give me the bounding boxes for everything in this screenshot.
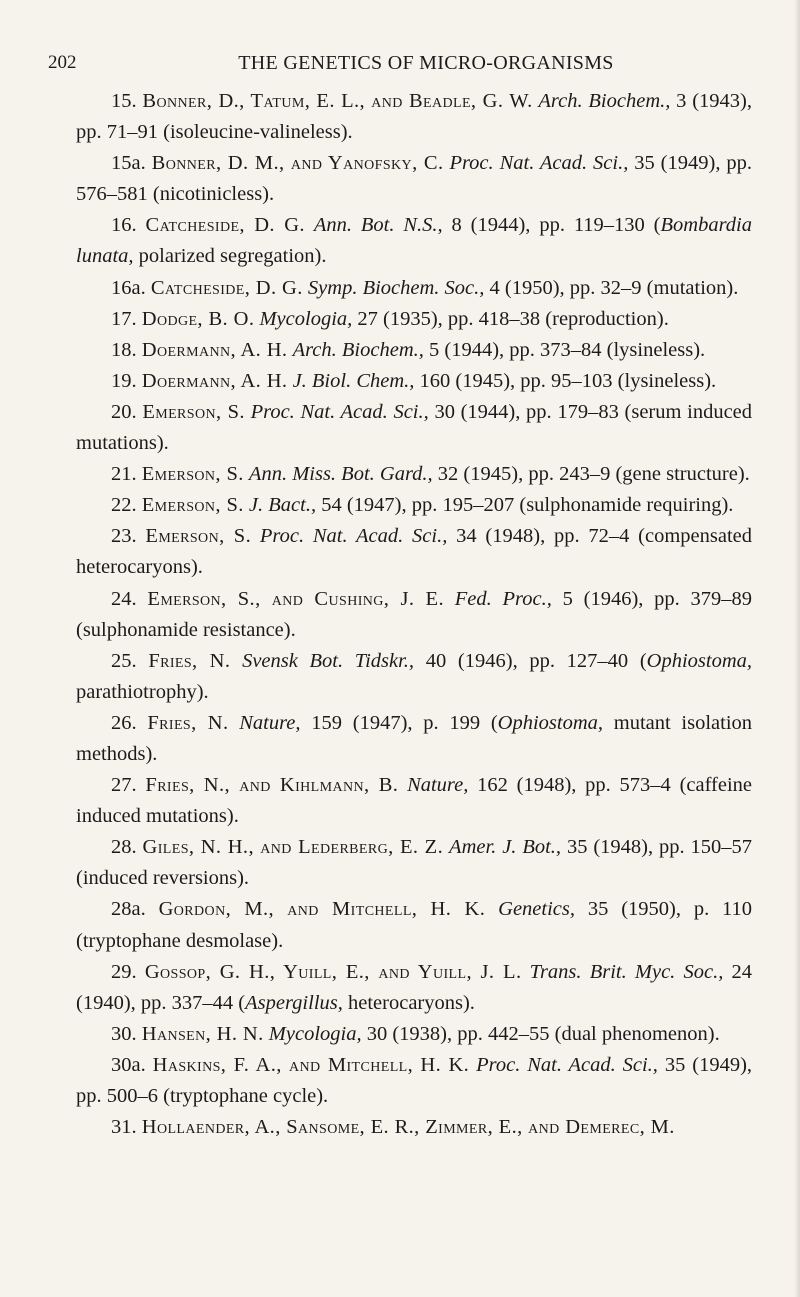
reference-entry	[76, 770, 752, 832]
reference-authors: Gordon, M., and Mitchell, H. K.	[158, 898, 486, 921]
reference-authors: Emerson, S.	[145, 525, 252, 548]
reference-entry	[76, 210, 752, 272]
reference-number: 15.	[111, 90, 137, 112]
reference-number: 16a.	[111, 276, 146, 299]
reference-details: 30 (1938), pp. 442–55 (dual phenomenon).	[366, 1022, 720, 1045]
reference-journal: Ann. Bot. N.S.,	[313, 214, 443, 237]
reference-entry	[76, 584, 752, 646]
reference-journal: Proc. Nat. Acad. Sci.,	[476, 1053, 658, 1076]
reference-journal: Fed. Proc.,	[454, 587, 552, 610]
running-head: THE GENETICS OF MICRO-ORGANISMS	[238, 52, 614, 74]
reference-authors: Giles, N. H., and Lederberg, E. Z.	[142, 836, 444, 859]
reference-authors: Haskins, F. A., and Mitchell, H. K.	[152, 1053, 470, 1076]
reference-entry	[76, 646, 752, 708]
reference-details: parathiotrophy).	[76, 680, 209, 703]
page-edge-shadow	[794, 0, 800, 1297]
reference-entry	[76, 708, 752, 770]
reference-details: 35 (1949), pp. 500–6 (tryptophane cycle).	[76, 1053, 753, 1107]
reference-journal: J. Biol. Chem.,	[292, 369, 415, 392]
reference-journal: Trans. Brit. Myc. Soc.,	[529, 960, 724, 983]
reference-entry	[76, 957, 752, 1019]
reference-details: 27 (1935), pp. 418–38 (reproduction).	[357, 307, 669, 330]
reference-journal: Amer. J. Bot.,	[449, 836, 562, 859]
reference-journal: Mycologia,	[268, 1022, 362, 1045]
reference-details: 160 (1945), pp. 95–103 (lysineless).	[419, 369, 717, 392]
reference-entry	[76, 1019, 752, 1050]
reference-number: 31.	[111, 1116, 137, 1139]
reference-details: 3 (1943), pp. 71–91 (isoleucine-valineless).	[76, 90, 752, 144]
reference-details: 24 (1940), pp. 337–44 (	[76, 960, 753, 1014]
reference-list	[76, 86, 752, 1143]
reference-organism: Bombardia lunata,	[76, 214, 753, 268]
reference-number: 30a.	[111, 1053, 146, 1076]
reference-journal: Ann. Miss. Bot. Gard.,	[248, 463, 433, 486]
reference-entry	[76, 521, 752, 583]
reference-entry	[76, 1050, 752, 1112]
reference-authors: Emerson, S., and Cushing, J. E.	[147, 587, 444, 610]
reference-number: 20.	[111, 400, 137, 423]
reference-entry	[76, 832, 752, 894]
reference-organism: Aspergillus,	[245, 991, 343, 1014]
reference-journal: Arch. Biochem.,	[538, 90, 671, 112]
reference-entry	[76, 335, 752, 366]
reference-journal: Proc. Nat. Acad. Sci.,	[250, 400, 429, 423]
reference-journal: Nature,	[407, 774, 469, 797]
reference-entry	[76, 86, 752, 148]
reference-details: 162 (1948), pp. 573–4 (caffeine induced mutations).	[76, 774, 753, 828]
reference-entry	[76, 304, 752, 335]
reference-entry	[76, 459, 752, 490]
reference-authors: Emerson, S.	[141, 463, 244, 486]
reference-entry	[76, 366, 752, 397]
reference-number: 29.	[111, 960, 137, 983]
reference-details: heterocaryons).	[342, 991, 475, 1014]
reference-number: 26.	[111, 711, 137, 734]
reference-entry	[76, 894, 752, 956]
reference-authors: Catcheside, D. G.	[145, 214, 305, 237]
reference-number: 28a.	[111, 898, 146, 921]
reference-number: 15a.	[111, 152, 146, 175]
reference-authors: Emerson, S.	[142, 400, 245, 423]
reference-entry	[76, 273, 752, 304]
reference-journal: Mycologia,	[259, 307, 353, 330]
reference-number: 18.	[111, 338, 137, 361]
reference-authors: Dodge, B. O.	[141, 307, 255, 330]
reference-details: 32 (1945), pp. 243–9 (gene structure).	[437, 463, 750, 486]
reference-number: 16.	[111, 214, 137, 237]
reference-details: 4 (1950), pp. 32–9 (mutation).	[489, 276, 739, 299]
reference-details: 5 (1944), pp. 373–84 (lysineless).	[429, 338, 706, 361]
reference-authors: Hansen, H. N.	[141, 1022, 264, 1045]
reference-authors: Doermann, A. H.	[141, 369, 288, 392]
reference-entry	[76, 1112, 752, 1143]
reference-details: 35 (1950), p. 110 (tryptophane desmolase).	[76, 898, 753, 952]
reference-number: 28.	[111, 836, 137, 859]
reference-authors: Emerson, S.	[141, 494, 244, 517]
reference-number: 30.	[111, 1022, 137, 1045]
reference-details: 34 (1948), pp. 72–4 (compensated heterocaryons).	[76, 525, 752, 579]
reference-journal: Arch. Biochem.,	[292, 338, 424, 361]
reference-entry	[76, 148, 752, 210]
reference-journal: Nature,	[239, 711, 301, 734]
reference-authors: Bonner, D. M., and Yanofsky, C.	[151, 152, 444, 175]
reference-entry	[76, 490, 752, 521]
reference-authors: Doermann, A. H.	[141, 338, 288, 361]
reference-details: mutant isolation methods).	[76, 711, 753, 765]
reference-journal: Genetics,	[498, 898, 575, 921]
reference-details: 35 (1948), pp. 150–57 (induced reversions).	[76, 836, 753, 890]
reference-details: 8 (1944), pp. 119–130 (	[451, 214, 661, 237]
reference-authors: Fries, N., and Kihlmann, B.	[145, 774, 399, 797]
reference-details: 35 (1949), pp. 576–581 (nicotinicless).	[76, 152, 752, 206]
reference-authors: Fries, N.	[148, 649, 231, 672]
reference-number: 17.	[111, 307, 137, 330]
reference-organism: Ophiostoma,	[497, 711, 604, 734]
reference-journal: J. Bact.,	[248, 494, 317, 517]
reference-journal: Proc. Nat. Acad. Sci.,	[449, 152, 629, 175]
reference-number: 27.	[111, 774, 137, 797]
reference-authors: Catcheside, D. G.	[150, 276, 303, 299]
reference-authors: Fries, N.	[147, 711, 229, 734]
reference-journal: Svensk Bot. Tidskr.,	[242, 649, 415, 672]
reference-number: 19.	[111, 369, 137, 392]
reference-number: 23.	[111, 525, 137, 548]
reference-details: 40 (1946), pp. 127–40 (	[425, 649, 647, 672]
reference-number: 21.	[111, 463, 137, 486]
page-header	[48, 52, 748, 82]
reference-details: 54 (1947), pp. 195–207 (sulphonamide requiring).	[321, 494, 734, 517]
reference-authors: Bonner, D., Tatum, E. L., and Beadle, G. W.	[142, 90, 533, 112]
reference-number: 24.	[111, 587, 137, 610]
reference-number: 25.	[111, 649, 137, 672]
reference-organism: Ophiostoma,	[646, 649, 753, 672]
reference-details: 5 (1946), pp. 379–89 (sulphonamide resistance).	[76, 587, 753, 641]
reference-journal: Proc. Nat. Acad. Sci.,	[259, 525, 448, 548]
reference-details: 159 (1947), p. 199 (	[311, 711, 498, 734]
reference-details: 30 (1944), pp. 179–83 (serum induced mutations).	[76, 400, 753, 455]
reference-authors: Hollaender, A., Sansome, E. R., Zimmer, E., and Demerec, M.	[141, 1116, 675, 1139]
page-number: 202	[48, 52, 77, 73]
reference-entry	[76, 397, 752, 459]
reference-details: polarized segregation).	[133, 245, 327, 268]
reference-authors: Gossop, G. H., Yuill, E., and Yuill, J. L.	[144, 960, 522, 983]
reference-journal: Symp. Biochem. Soc.,	[307, 276, 485, 299]
reference-number: 22.	[111, 494, 137, 517]
